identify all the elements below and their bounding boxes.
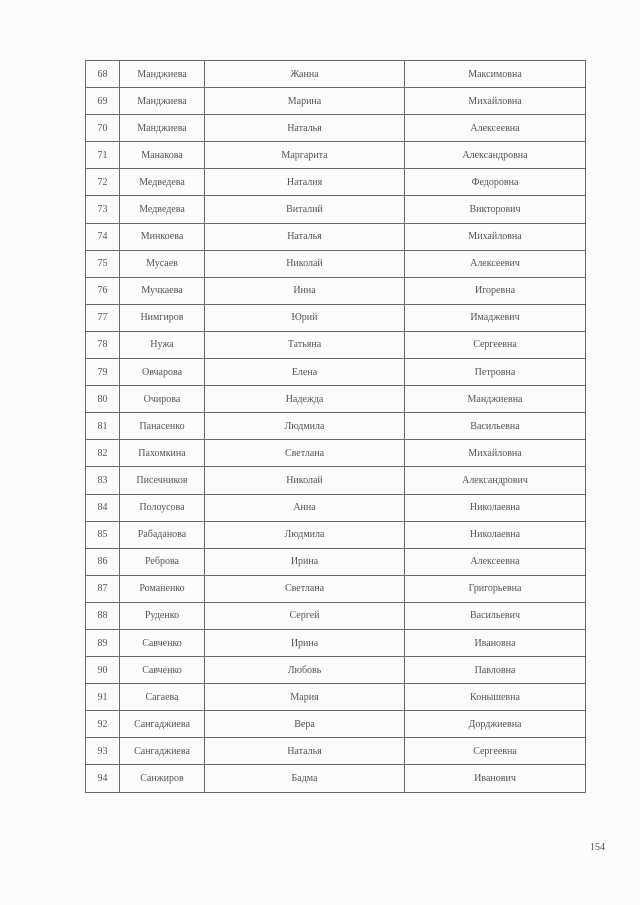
- first-name-cell: Бадма: [205, 765, 405, 792]
- first-name-cell: Марина: [205, 88, 405, 115]
- table-row: [86, 629, 586, 656]
- first-name-cell: Наталия: [205, 169, 405, 196]
- table-row: [86, 223, 586, 250]
- last-name-cell: Савченко: [120, 657, 205, 684]
- table-row: [86, 115, 586, 142]
- table-row: [86, 142, 586, 169]
- patronymic-cell: Васильевна: [405, 413, 586, 440]
- row-number-cell: 91: [86, 684, 120, 711]
- name-list-body: [86, 61, 586, 793]
- first-name-cell: Наталья: [205, 738, 405, 765]
- first-name-cell: Николай: [205, 250, 405, 277]
- last-name-cell: Манджиева: [120, 61, 205, 88]
- last-name-cell: Манакова: [120, 142, 205, 169]
- table-row: [86, 304, 586, 331]
- last-name-cell: Мучкаева: [120, 277, 205, 304]
- row-number-cell: 76: [86, 277, 120, 304]
- last-name-cell: Минкоева: [120, 223, 205, 250]
- table-row: [86, 169, 586, 196]
- first-name-cell: Надежда: [205, 386, 405, 413]
- first-name-cell: Сергей: [205, 602, 405, 629]
- last-name-cell: Рабаданова: [120, 521, 205, 548]
- patronymic-cell: Николаевна: [405, 494, 586, 521]
- last-name-cell: Сагаева: [120, 684, 205, 711]
- table-row: [86, 548, 586, 575]
- row-number-cell: 74: [86, 223, 120, 250]
- patronymic-cell: Манджиевна: [405, 386, 586, 413]
- patronymic-cell: Васильевич: [405, 602, 586, 629]
- row-number-cell: 85: [86, 521, 120, 548]
- first-name-cell: Наталья: [205, 223, 405, 250]
- patronymic-cell: Николаевна: [405, 521, 586, 548]
- patronymic-cell: Сергеевна: [405, 331, 586, 358]
- table-row: [86, 575, 586, 602]
- table-row: [86, 602, 586, 629]
- last-name-cell: Руденко: [120, 602, 205, 629]
- first-name-cell: Виталий: [205, 196, 405, 223]
- row-number-cell: 93: [86, 738, 120, 765]
- last-name-cell: Реброва: [120, 548, 205, 575]
- table-row: [86, 331, 586, 358]
- row-number-cell: 87: [86, 575, 120, 602]
- row-number-cell: 73: [86, 196, 120, 223]
- table-row: [86, 521, 586, 548]
- row-number-cell: 92: [86, 711, 120, 738]
- patronymic-cell: Александровна: [405, 142, 586, 169]
- table-row: [86, 386, 586, 413]
- row-number-cell: 83: [86, 467, 120, 494]
- table-row: [86, 494, 586, 521]
- first-name-cell: Вера: [205, 711, 405, 738]
- table-row: [86, 738, 586, 765]
- last-name-cell: Манджиева: [120, 88, 205, 115]
- patronymic-cell: Игоревна: [405, 277, 586, 304]
- last-name-cell: Савченко: [120, 629, 205, 656]
- last-name-cell: Сангаджиева: [120, 711, 205, 738]
- name-list-table: [85, 60, 586, 793]
- last-name-cell: Панасенко: [120, 413, 205, 440]
- table-row: [86, 250, 586, 277]
- last-name-cell: Очирова: [120, 386, 205, 413]
- first-name-cell: Юрий: [205, 304, 405, 331]
- page-number: 154: [590, 842, 605, 853]
- patronymic-cell: Ивановна: [405, 629, 586, 656]
- patronymic-cell: Григорьевна: [405, 575, 586, 602]
- first-name-cell: Ирина: [205, 629, 405, 656]
- last-name-cell: Полоусова: [120, 494, 205, 521]
- row-number-cell: 72: [86, 169, 120, 196]
- row-number-cell: 68: [86, 61, 120, 88]
- row-number-cell: 78: [86, 331, 120, 358]
- row-number-cell: 69: [86, 88, 120, 115]
- patronymic-cell: Михайловна: [405, 88, 586, 115]
- table-row: [86, 196, 586, 223]
- last-name-cell: Овчарова: [120, 359, 205, 386]
- last-name-cell: Мусаев: [120, 250, 205, 277]
- table-row: [86, 413, 586, 440]
- first-name-cell: Мария: [205, 684, 405, 711]
- first-name-cell: Людмила: [205, 413, 405, 440]
- last-name-cell: Писечников: [120, 467, 205, 494]
- first-name-cell: Людмила: [205, 521, 405, 548]
- last-name-cell: Пахомкина: [120, 440, 205, 467]
- table-row: [86, 88, 586, 115]
- patronymic-cell: Александрович: [405, 467, 586, 494]
- first-name-cell: Маргарита: [205, 142, 405, 169]
- last-name-cell: Медведева: [120, 196, 205, 223]
- row-number-cell: 82: [86, 440, 120, 467]
- last-name-cell: Медведева: [120, 169, 205, 196]
- table-row: [86, 359, 586, 386]
- first-name-cell: Елена: [205, 359, 405, 386]
- patronymic-cell: Дорджиевна: [405, 711, 586, 738]
- row-number-cell: 80: [86, 386, 120, 413]
- first-name-cell: Наталья: [205, 115, 405, 142]
- table-row: [86, 711, 586, 738]
- first-name-cell: Инна: [205, 277, 405, 304]
- patronymic-cell: Алексеевна: [405, 115, 586, 142]
- row-number-cell: 89: [86, 629, 120, 656]
- row-number-cell: 81: [86, 413, 120, 440]
- last-name-cell: Нимгиров: [120, 304, 205, 331]
- last-name-cell: Санжиров: [120, 765, 205, 792]
- table-row: [86, 467, 586, 494]
- patronymic-cell: Конышевна: [405, 684, 586, 711]
- patronymic-cell: Имаджевич: [405, 304, 586, 331]
- patronymic-cell: Викторович: [405, 196, 586, 223]
- row-number-cell: 84: [86, 494, 120, 521]
- first-name-cell: Татьяна: [205, 331, 405, 358]
- patronymic-cell: Иванович: [405, 765, 586, 792]
- table-row: [86, 684, 586, 711]
- row-number-cell: 71: [86, 142, 120, 169]
- row-number-cell: 88: [86, 602, 120, 629]
- row-number-cell: 90: [86, 657, 120, 684]
- patronymic-cell: Сергеевна: [405, 738, 586, 765]
- table-row: [86, 277, 586, 304]
- first-name-cell: Николай: [205, 467, 405, 494]
- last-name-cell: Нужа: [120, 331, 205, 358]
- table-row: [86, 61, 586, 88]
- patronymic-cell: Михайловна: [405, 440, 586, 467]
- row-number-cell: 70: [86, 115, 120, 142]
- first-name-cell: Любовь: [205, 657, 405, 684]
- patronymic-cell: Павловна: [405, 657, 586, 684]
- row-number-cell: 94: [86, 765, 120, 792]
- table-row: [86, 765, 586, 792]
- patronymic-cell: Михайловна: [405, 223, 586, 250]
- first-name-cell: Светлана: [205, 575, 405, 602]
- patronymic-cell: Алексеевна: [405, 548, 586, 575]
- table-row: [86, 440, 586, 467]
- first-name-cell: Анна: [205, 494, 405, 521]
- patronymic-cell: Федоровна: [405, 169, 586, 196]
- first-name-cell: Светлана: [205, 440, 405, 467]
- patronymic-cell: Максимовна: [405, 61, 586, 88]
- first-name-cell: Жанна: [205, 61, 405, 88]
- table-row: [86, 657, 586, 684]
- row-number-cell: 75: [86, 250, 120, 277]
- last-name-cell: Романенко: [120, 575, 205, 602]
- patronymic-cell: Алексеевич: [405, 250, 586, 277]
- row-number-cell: 77: [86, 304, 120, 331]
- last-name-cell: Манджиева: [120, 115, 205, 142]
- last-name-cell: Сангаджиева: [120, 738, 205, 765]
- first-name-cell: Ирина: [205, 548, 405, 575]
- patronymic-cell: Петровна: [405, 359, 586, 386]
- row-number-cell: 86: [86, 548, 120, 575]
- row-number-cell: 79: [86, 359, 120, 386]
